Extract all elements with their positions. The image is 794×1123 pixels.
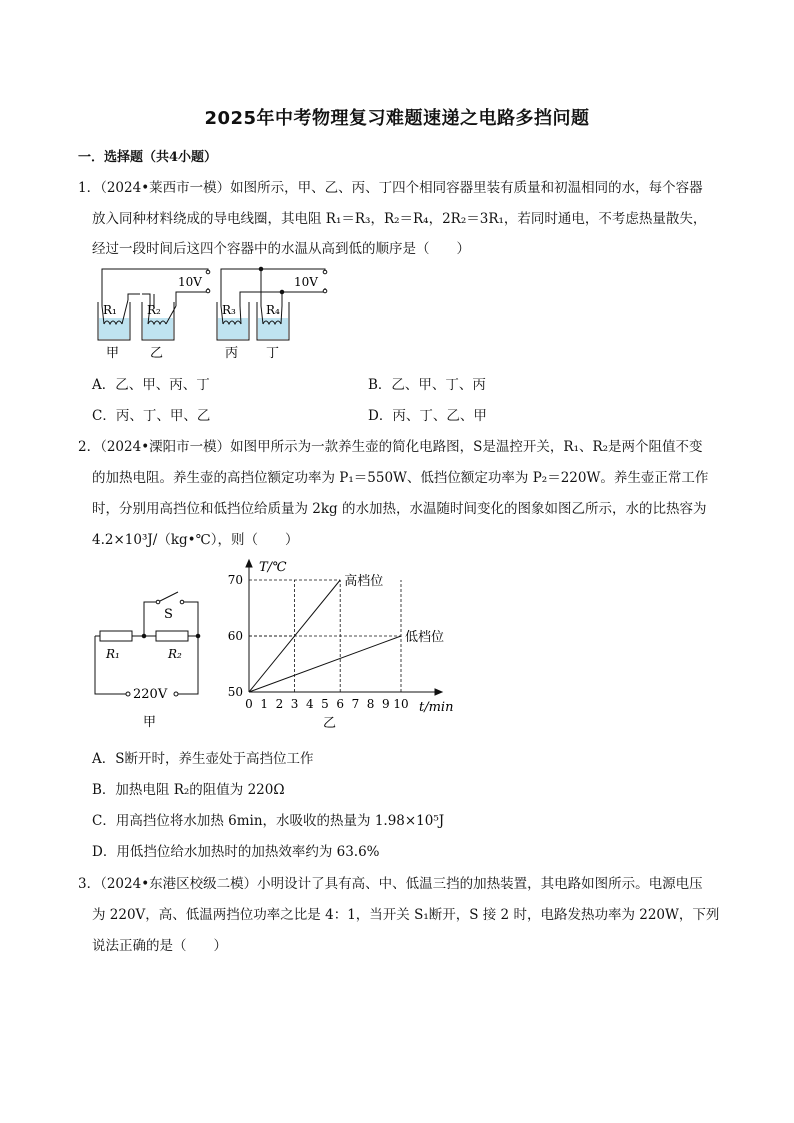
q2-option-b: B．加热电阻 R₂的阻值为 220Ω — [92, 782, 285, 798]
section-heading: 一．选择题（共4小题） — [78, 150, 218, 165]
q3-line-1: 3．（2024•东港区校级二模）小明设计了具有高、中、低温三挡的加热装置，其电路如图所示。电源电压 — [78, 876, 703, 892]
y-tick-label: 70 — [227, 573, 243, 587]
series-label-0: 高档位 — [344, 574, 384, 589]
x-axis-arrow — [435, 689, 442, 695]
q3-line-3: 说法正确的是（ ） — [92, 938, 227, 954]
x-tick-label: 4 — [305, 697, 314, 711]
q1-figure — [90, 262, 340, 362]
q1-voltage-left: 10V — [178, 275, 202, 289]
q2-r2-label: R₂ — [168, 647, 182, 661]
q1-option-b: B．乙、甲、丁、丙 — [368, 377, 486, 393]
q1-line-3: 经过一段时间后这四个容器中的水温从高到低的顺序是（ ） — [92, 241, 470, 257]
q1-label-r1: R₁ — [103, 303, 117, 317]
q2-voltage-label: 220V — [133, 687, 168, 702]
x-tick-label: 10 — [393, 697, 409, 711]
q2-r1-label: R₁ — [106, 647, 120, 661]
q2-option-c: C．用高挡位将水加热 6min，水吸收的热量为 1.98×10⁵J — [92, 813, 445, 829]
chart-ylabel: T/℃ — [259, 560, 287, 575]
chart-caption: 乙 — [323, 716, 337, 731]
q1-voltage-right: 10V — [294, 275, 318, 289]
q1-label-r3: R₃ — [222, 303, 236, 317]
q2-line-2: 的加热电阻。养生壶的高挡位额定功率为 P₁＝550W、低挡位额定功率为 P₂＝220W。养生壶正常工作 — [92, 470, 709, 486]
q2-line-1: 2．（2024•溧阳市一模）如图甲所示为一款养生壶的简化电路图，S是温控开关，R₁、R₂是两个阻值不变 — [78, 439, 703, 455]
q1-label-bing: 丙 — [225, 346, 239, 361]
q2-line-3: 时，分别用高挡位和低挡位给质量为 2kg 的水加热，水温随时间变化的图象如图乙所示，水的比热容为 — [92, 501, 707, 517]
x-tick-label: 3 — [290, 697, 299, 711]
q1-option-c: C．丙、丁、甲、乙 — [92, 408, 211, 424]
x-tick-label: 1 — [260, 697, 269, 711]
q1-label-r2: R₂ — [147, 303, 161, 317]
q2-circuit-figure — [90, 580, 215, 730]
q1-label-jia: 甲 — [106, 346, 120, 361]
y-tick-label: 50 — [227, 685, 243, 699]
q3-line-2: 为 220V，高、低温两挡位功率之比是 4：1，当开关 S₁断开，S 接 2 时，电路发热功率为 220W，下列 — [92, 907, 720, 923]
x-tick-label: 8 — [366, 697, 375, 711]
chart-xlabel: t/min — [419, 700, 454, 715]
q2-switch-label: S — [164, 607, 173, 622]
q2-line-4: 4.2×10³J/（kg•℃），则（ ） — [92, 532, 299, 548]
q2-option-a: A．S断开时，养生壶处于高挡位工作 — [92, 751, 314, 767]
x-tick-label: 0 — [245, 697, 253, 711]
y-axis-arrow — [246, 560, 252, 567]
x-tick-label: 2 — [275, 697, 284, 711]
x-tick-label: 9 — [381, 697, 390, 711]
q1-label-r4: R₄ — [266, 303, 280, 317]
x-tick-label: 6 — [336, 697, 345, 711]
q1-option-a: A．乙、甲、丙、丁 — [92, 377, 210, 393]
q2-fig-caption-jia: 甲 — [143, 715, 157, 730]
q1-line-2: 放入同种材料绕成的导电线圈，其电阻 R₁＝R₃，R₂＝R₄，2R₂＝3R₁，若同时通电，不考虑热量散失， — [92, 211, 707, 227]
q1-line-1: 1．（2024•莱西市一模）如图所示，甲、乙、丙、丁四个相同容器里装有质量和初温相同的水，每个容器 — [78, 180, 703, 196]
series-label-1: 低档位 — [405, 630, 445, 645]
q1-label-yi: 乙 — [150, 346, 164, 361]
q1-option-d: D．丙、丁、乙、甲 — [368, 408, 487, 424]
q2-option-d: D．用低挡位给水加热时的加热效率约为 63.6% — [92, 844, 380, 860]
q2-temperature-chart — [225, 555, 465, 735]
x-tick-label: 7 — [351, 697, 360, 711]
page-title: 2025年中考物理复习难题速递之电路多挡问题 — [204, 108, 590, 129]
q1-label-ding: 丁 — [266, 346, 280, 361]
x-tick-label: 5 — [321, 697, 329, 711]
y-tick-label: 60 — [227, 629, 243, 643]
